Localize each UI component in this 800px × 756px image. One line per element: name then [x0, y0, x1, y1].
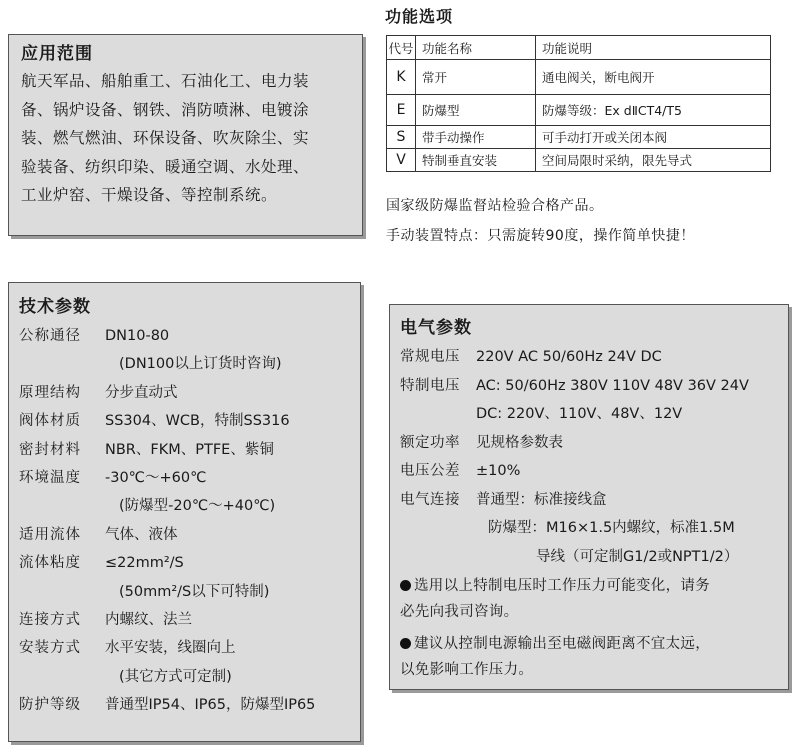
param-key: 防护等级 — [19, 697, 81, 714]
option-name: 常开 — [416, 60, 536, 95]
param-row — [19, 606, 352, 634]
option-desc: 通电阀关，断电阀开 — [536, 60, 771, 95]
param-value: (防爆型-20℃～+40℃) — [119, 498, 276, 515]
param-row — [19, 634, 352, 662]
param-value: (其它方式可定制) — [119, 668, 232, 685]
voltage-note-cont: 必先向我司咨询。 — [400, 604, 519, 620]
application-title: 应用范围 — [21, 44, 93, 64]
application-line: 工业炉窑、干燥设备、等控制系统。 — [21, 186, 278, 204]
option-desc: 防爆等级：Ex dⅡCT4/T5 — [536, 95, 771, 126]
param-row — [19, 578, 352, 606]
electrical-value: 220V AC 50/60Hz 24V DC — [476, 349, 662, 365]
electrical-value: AC: 50/60Hz 380V 110V 48V 36V 24V — [476, 377, 749, 394]
electrical-row — [400, 543, 780, 572]
table-row — [387, 149, 771, 172]
table-row — [387, 95, 771, 126]
param-row — [19, 350, 352, 378]
application-line: 备、锅炉设备、钢铁、消防喷淋、电镀涂 — [21, 100, 310, 119]
param-row — [19, 549, 352, 577]
param-value: (DN100以上订货时咨询) — [119, 356, 282, 373]
manual-device-note: 手动装置特点：只需旋转90度，操作简单快捷！ — [386, 228, 695, 244]
electrical-row — [400, 486, 780, 515]
param-key: 密封材料 — [19, 441, 81, 458]
param-key: 适用流体 — [19, 526, 81, 543]
option-code: E — [387, 95, 416, 126]
param-key — [19, 578, 105, 606]
option-code: K — [387, 60, 416, 95]
option-name: 特制垂直安装 — [416, 149, 536, 172]
param-value: 内螺纹、法兰 — [105, 612, 192, 629]
param-row — [19, 663, 352, 691]
electrical-value: 见规格参数表 — [476, 434, 563, 451]
param-row — [19, 492, 352, 520]
electrical-key — [400, 514, 476, 543]
electrical-value: 普通型：标准接线盒 — [476, 491, 607, 508]
options-header-row — [387, 36, 771, 60]
electrical-row — [400, 343, 780, 372]
application-line: 航天军品、船舶重工、石油化工、电力装 — [21, 72, 310, 90]
electrical-value: 防爆型：M16×1.5内螺纹，标准1.5M — [488, 520, 735, 536]
option-desc: 可手动打开或关闭本阀 — [536, 126, 771, 149]
distance-note-cont: 以免影响工作压力。 — [400, 662, 534, 678]
option-desc: 空间局限时采纳，限先导式 — [536, 149, 771, 172]
table-row — [387, 60, 771, 95]
param-key: 连接方式 — [19, 612, 81, 629]
header-desc: 功能说明 — [536, 36, 771, 60]
application-line: 验装备、纺织印染、暖通空调、水处理、 — [21, 157, 310, 176]
param-value: ≤22mm²/S — [105, 555, 184, 572]
electrical-key: 常规电压 — [400, 349, 460, 365]
electrical-key: 电压公差 — [400, 463, 460, 479]
param-key — [19, 350, 105, 378]
application-panel — [8, 34, 363, 236]
electrical-key: 电气连接 — [400, 491, 460, 508]
param-row — [19, 521, 352, 549]
electrical-value: ±10% — [476, 463, 521, 479]
param-value: 水平安装，线圈向上 — [105, 640, 236, 657]
param-value: DN10-80 — [105, 328, 170, 344]
header-name: 功能名称 — [416, 36, 536, 60]
param-key: 公称通径 — [19, 328, 81, 344]
electrical-row — [400, 457, 780, 486]
param-key: 原理结构 — [19, 384, 81, 401]
param-row — [19, 691, 352, 719]
tech-params-panel — [8, 282, 361, 742]
param-value: 气体、液体 — [105, 526, 178, 543]
note-text: 建议从控制电源输出至电磁阀距离不宜太远， — [414, 636, 710, 652]
electrical-value: DC: 220V、110V、48V、12V — [476, 406, 683, 422]
application-line: 装、燃气燃油、环保设备、吹灰除尘、实 — [21, 129, 310, 147]
bullet-icon — [400, 638, 411, 649]
electrical-row — [400, 514, 780, 543]
param-row — [19, 407, 352, 435]
param-row — [19, 379, 352, 407]
param-value: NBR、FKM、PTFE、紫铜 — [105, 441, 274, 458]
electrical-key — [400, 543, 476, 572]
options-title: 功能选项 — [385, 7, 454, 26]
param-key: 流体粘度 — [19, 555, 81, 572]
param-value: SS304、WCB，特制SS316 — [105, 413, 290, 430]
param-key: 安装方式 — [19, 640, 81, 657]
param-key: 阀体材质 — [19, 413, 81, 430]
param-value: (50mm²/S以下可特制) — [119, 583, 270, 600]
electrical-key: 特制电压 — [400, 377, 460, 394]
note-text: 选用以上特制电压时工作压力可能变化，请务 — [414, 578, 710, 594]
electrical-params-panel — [389, 304, 789, 690]
electrical-row — [400, 372, 780, 401]
param-value: -30℃～+60℃ — [105, 470, 207, 487]
distance-note — [400, 631, 780, 657]
electrical-row — [400, 400, 780, 429]
param-key — [19, 663, 105, 691]
option-code: S — [387, 126, 416, 149]
option-name: 带手动操作 — [416, 126, 536, 149]
electrical-value: 导线（可定制G1/2或NPT1/2） — [536, 548, 739, 565]
bullet-icon — [400, 580, 411, 591]
electrical-params-title: 电气参数 — [400, 318, 472, 338]
tech-params-title: 技术参数 — [19, 297, 91, 317]
param-value: 普通型IP54、IP65，防爆型IP65 — [105, 697, 316, 714]
voltage-note — [400, 573, 780, 599]
param-key: 环境温度 — [19, 470, 81, 487]
option-code: V — [387, 149, 416, 172]
option-name: 防爆型 — [416, 95, 536, 126]
param-row — [19, 436, 352, 464]
options-table — [386, 35, 771, 172]
electrical-key: 额定功率 — [400, 434, 460, 451]
param-key — [19, 492, 105, 520]
electrical-key — [400, 400, 476, 429]
header-code: 代号 — [387, 36, 416, 60]
electrical-row — [400, 429, 780, 458]
param-value: 分步直动式 — [105, 384, 178, 401]
table-row — [387, 126, 771, 149]
param-row — [19, 464, 352, 492]
certification-note: 国家级防爆监督站检验合格产品。 — [386, 198, 604, 214]
param-row — [19, 322, 352, 350]
